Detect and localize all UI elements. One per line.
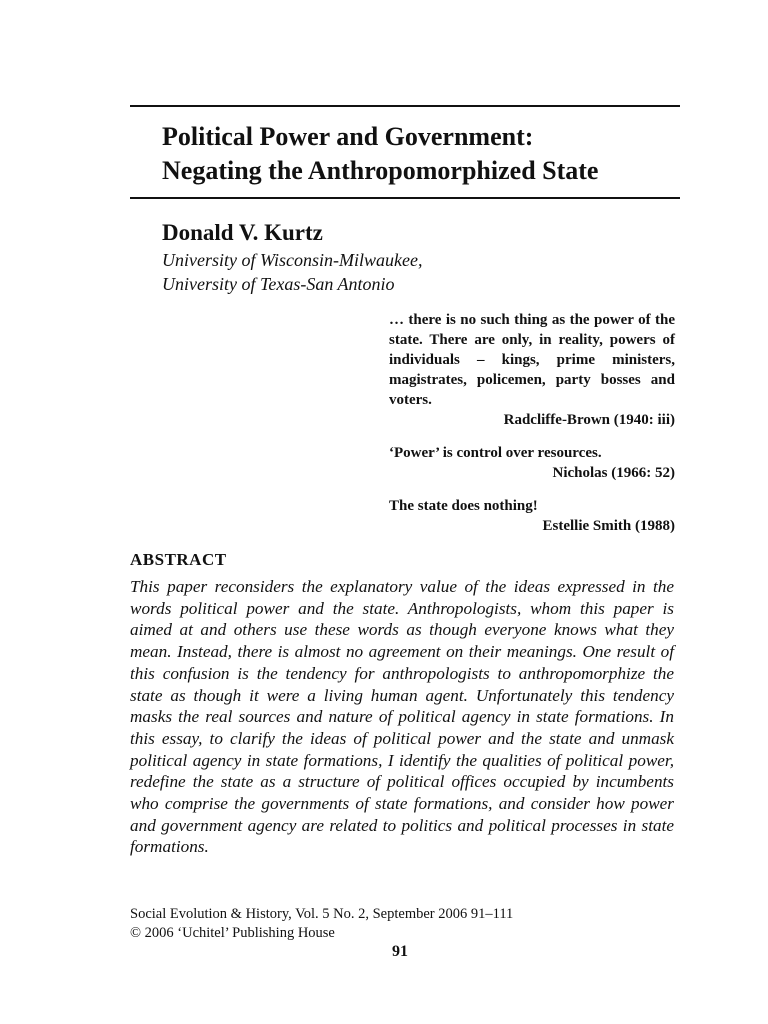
copyright-line: © 2006 ‘Uchitel’ Publishing House — [130, 925, 335, 941]
abstract-body: This paper reconsiders the explanatory value of the ideas expressed in the words political power and the state. Anthropologists, whom this paper is aimed at and others use these words as though everyone knows what they mean. Instead, there is almost no agreement on their meanings. One result of this confusion is the tendency for anthropologists to anthropomorphize the state as though it were a living human agent. Unfortunately this tendency masks the real sources and nature of political agency in state formations. In this essay, to clarify the ideas of political power and the state and unmask political agency in state formations, I identify the qualities of political power, redefine the state as a structure of political offices occupied by incumbents who comprise the governments of state formations, and consider how power and government agency are related to politics and political processes in state formations. — [130, 577, 674, 857]
epigraph-1 — [389, 310, 675, 430]
top-rule — [130, 105, 680, 107]
journal-citation: Social Evolution & History, Vol. 5 No. 2, September 2006 91–111 — [130, 906, 514, 922]
epigraph-source: Nicholas (1966: 52) — [552, 465, 675, 481]
paper-title — [162, 120, 682, 188]
epigraph-3 — [389, 496, 675, 536]
epigraph-source: Estellie Smith (1988) — [542, 518, 675, 534]
title-rule — [130, 197, 680, 199]
epigraph-2 — [389, 443, 675, 483]
epigraph-source: Radcliffe-Brown (1940: iii) — [503, 412, 675, 428]
abstract-heading: ABSTRACT — [130, 550, 227, 569]
epigraph-text: ‘Power’ is control over resources. — [389, 445, 602, 461]
epigraphs — [389, 310, 675, 549]
epigraph-text: The state does nothing! — [389, 498, 538, 514]
author-name: Donald V. Kurtz — [162, 220, 323, 245]
affiliation-1: University of Wisconsin-Milwaukee, — [162, 250, 423, 270]
epigraph-text: … there is no such thing as the power of the state. There are only, in reality, powers of individuals – kings, prime ministers, magistrates, policemen, party bosses and voters. — [389, 312, 675, 408]
title-line-1: Political Power and Government: — [162, 122, 534, 151]
title-line-2: Negating the Anthropomorphized State — [162, 156, 599, 185]
page-number: 91 — [392, 943, 408, 960]
affiliations — [162, 248, 422, 296]
footer — [130, 905, 513, 943]
affiliation-2: University of Texas-San Antonio — [162, 274, 395, 294]
